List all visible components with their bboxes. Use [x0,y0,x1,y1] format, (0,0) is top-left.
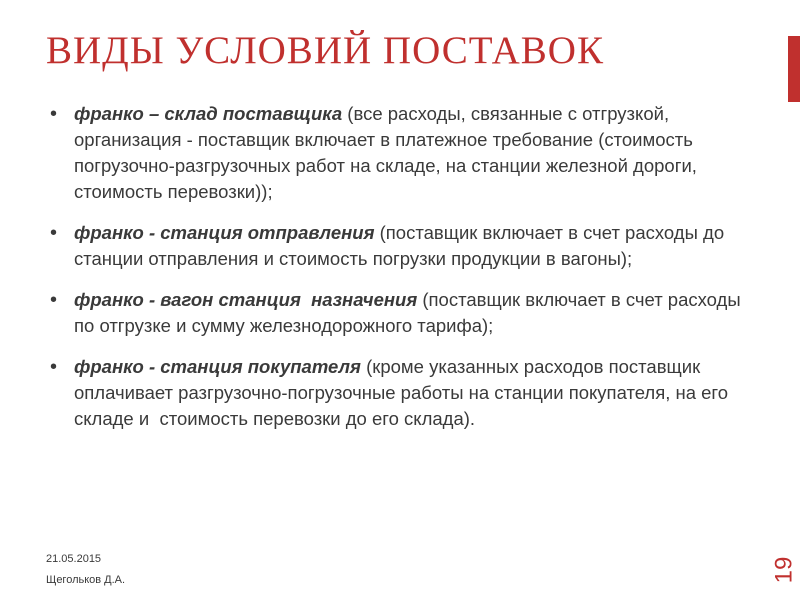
item-text: (поставщик включает в счет расходы до станции отправления и стоимость погрузки продукции в вагоны); [74,222,725,269]
slide-title: ВИДЫ УСЛОВИЙ ПОСТАВОК [46,29,604,72]
item-term: франко - станция покупателя [74,356,361,377]
item-term: франко - станция отправления [74,222,375,243]
bullet-icon: • [50,103,58,125]
list-item [48,101,748,205]
item-text: (все расходы, связанные с отгрузкой, организация - поставщик включает в платежное требование (стоимость погрузочно-разгрузочных работ на складе, на станции железной дороги, стоимость перевозки)); [74,103,697,202]
item-text: (кроме указанных расходов поставщик оплачивает разгрузочно-погрузочные работы на станции покупателя, на его складе и стоимость перевозки до его склада). [74,356,734,429]
list-item [48,354,748,432]
bullet-icon: • [50,222,58,244]
bullet-list [48,101,748,447]
list-item [48,220,748,272]
item-term: франко – склад поставщика [74,103,343,124]
bullet-icon: • [50,356,58,378]
item-text: (поставщик включает в счет расходы по отгрузке и сумму железнодорожного тарифа); [74,289,741,336]
accent-bar [788,36,800,102]
list-item [48,287,748,339]
slide-number [770,548,798,592]
slide-number-text: 19 [769,556,797,584]
item-term: франко - вагон станция назначения [74,289,418,310]
footer-date: 21.05.2015 [46,553,102,565]
bullet-icon: • [50,289,58,311]
footer-author: Щегольков Д.А. [46,574,126,586]
